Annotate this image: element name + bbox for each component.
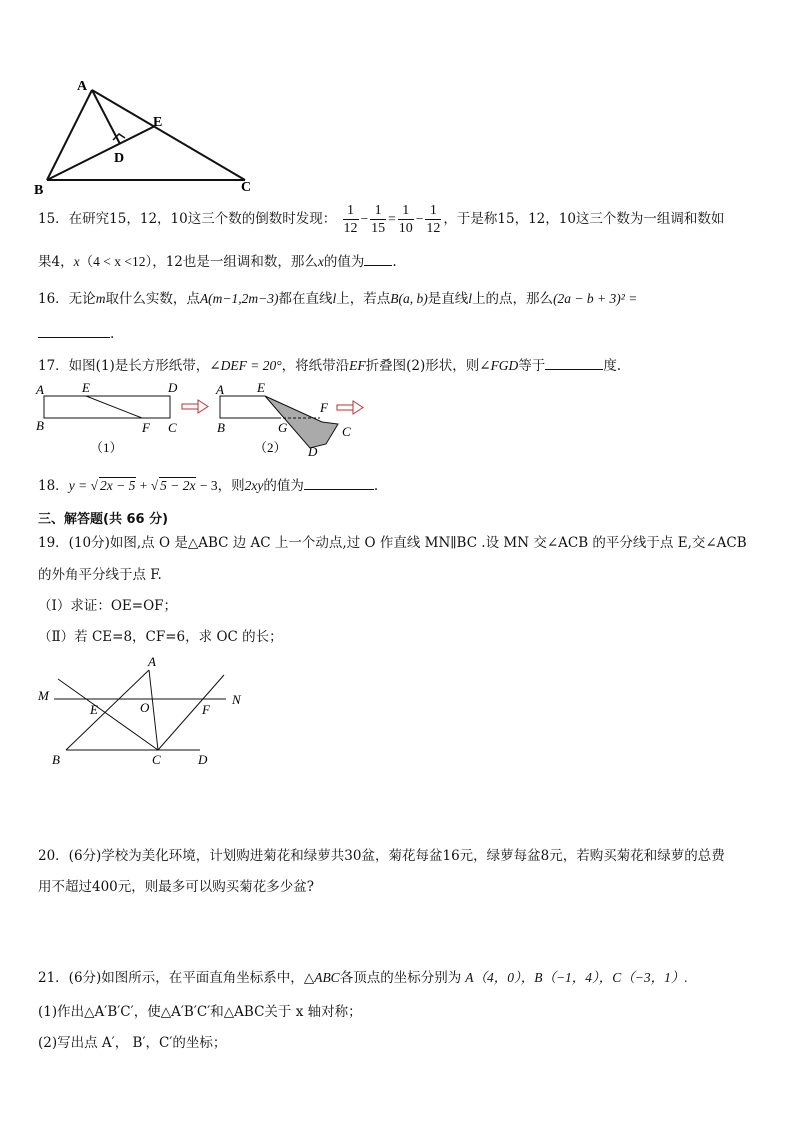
q17-end: 度. [603, 358, 622, 374]
fig2-label-g: G [278, 420, 288, 435]
frac-num: 1 [425, 202, 441, 220]
frac-num: 1 [370, 202, 386, 220]
q18-t2: 的值为 [263, 478, 304, 494]
q17-prefix: 17．如图(1)是长方形纸带， [38, 358, 210, 374]
fraction-1-15 [370, 202, 386, 237]
q16-prefix: 16．无论 [38, 291, 96, 307]
label-m: M [38, 688, 49, 703]
frac-num: 1 [343, 202, 359, 220]
q16-l: l [332, 291, 337, 306]
q17-fgd: FGD [490, 358, 519, 373]
label-f: F [202, 702, 210, 717]
label-a: A [77, 79, 88, 94]
q17-ef: EF [349, 358, 366, 373]
answer-blank-15[interactable] [364, 253, 392, 266]
label-c: C [241, 180, 252, 195]
question-20-line1: 20．(6分)学校为美化环境，计划购进菊花和绿萝共30盆，菊花每盆16元，绿萝每盆8元，若购买菊花和绿萝的总费 [38, 848, 725, 864]
q15-after: ，于是称15，12，10这三个数为一组调和数如 [443, 211, 725, 227]
q15-end: . [392, 254, 397, 270]
frac-den: 12 [426, 221, 441, 236]
q21-line1b: 各顶点的坐标分别为 [339, 970, 462, 986]
question-16-line1 [38, 287, 637, 307]
fig1-label-a: A [36, 382, 44, 397]
figure-paper-strip-fold [30, 376, 380, 460]
fig2-label-b: B [217, 420, 225, 435]
question-19-line1: 19．(10分)如图,点 O 是△ABC 边 AC 上一个动点,过 O 作直线 MN∥BC .设 MN 交∠ACB 的平分线于点 E,交∠ACB [38, 535, 747, 551]
question-18-line: 18．y = √ 2x − 5 + √ 5 − 2x − 3，则2xy的值为 . [38, 478, 379, 494]
label-a: A [148, 654, 156, 669]
q15-line2c: 的值为 [323, 254, 365, 270]
q15-prefix: 15．在研究15，12，10这三个数的倒数时发现： [38, 211, 337, 227]
arrow-right-icon [182, 400, 208, 413]
question-20-line2: 用不超过400元，则最多可以购买菊花多少盆? [38, 879, 315, 895]
label-e: E [90, 702, 98, 717]
fig1-label-d: D [168, 380, 178, 395]
fig2-label-d: D [308, 444, 318, 459]
q16-t3: 上，若点 [336, 291, 391, 307]
label-d: D [198, 752, 208, 767]
label-o: O [140, 700, 150, 715]
question-21-part2: (2)写出点 A′， B′，C′的坐标； [38, 1035, 227, 1051]
q18-end: . [373, 478, 379, 494]
fig2-caption: （2） [254, 440, 287, 455]
q18-y: y = [68, 478, 91, 493]
q15-x2: x [317, 254, 324, 269]
fig2-label-e: E [257, 380, 265, 395]
q15-line2a: 果4， [38, 254, 74, 270]
q17-angle: ∠DEF = 20° [209, 358, 282, 373]
label-d: D [114, 151, 125, 166]
fig1-label-e: E [82, 380, 90, 395]
q17-t2: 折叠图(2)形状，则∠ [365, 358, 491, 374]
answer-blank-17[interactable] [545, 357, 603, 370]
q15-x: x [73, 254, 80, 269]
section-title-3: 三、解答题(共 66 分) [38, 512, 169, 527]
question-21-line1 [38, 966, 688, 986]
frac-den: 12 [343, 221, 358, 236]
q16-end: . [110, 326, 115, 342]
q16-t2: 都在直线 [278, 291, 333, 307]
q15-condition: （4 < x <12） [79, 254, 153, 269]
fraction-1-10 [398, 202, 414, 237]
question-19-line2: 的外角平分线于点 F. [38, 567, 162, 583]
label-c: C [152, 752, 161, 767]
q21-line1a: 21．(6分)如图所示，在平面直角坐标系中， [38, 970, 304, 986]
question-19-part2: （Ⅱ）若 CE=8，CF=6，求 OC 的长； [38, 629, 283, 645]
q18-t1: ，则 [217, 478, 245, 494]
fig2-label-c: C [342, 424, 351, 439]
q16-l2: l [468, 291, 473, 306]
q16-t4: 是直线 [427, 291, 469, 307]
question-15-line2 [38, 250, 397, 270]
question-17-line [38, 354, 621, 374]
figure-triangle-abc [30, 76, 270, 198]
figure-triangle-mn-parallel [30, 652, 260, 772]
answer-blank-18[interactable] [304, 477, 374, 490]
label-e: E [153, 115, 163, 130]
fraction-1-12 [343, 202, 359, 237]
fig1-label-f: F [142, 420, 150, 435]
fig2-label-f: F [320, 400, 328, 415]
q16-t1: 取什么实数，点 [105, 291, 200, 307]
frac-den: 15 [371, 221, 386, 236]
q18-prefix: 18． [38, 478, 69, 494]
question-16-line2 [38, 325, 114, 342]
q16-m: m [95, 291, 106, 306]
q17-t3: 等于 [518, 358, 546, 374]
label-b: B [52, 752, 60, 767]
fig1-label-c: C [168, 420, 177, 435]
answer-blank-16[interactable] [38, 325, 110, 338]
fig1-label-b: B [36, 418, 44, 433]
q18-root-2: 5 − 2x [160, 478, 196, 493]
q18-xy: 2xy [244, 478, 264, 493]
q16-point-a: A(m−1,2m−3) [199, 291, 279, 306]
question-15-line1: 15．在研究15，12，10这三个数的倒数时发现： $\frac{1}{12}$ − $\frac{1}{15}$ = $\frac{1}{10}$ − $\frac{1}{12}$ ，于是称15，12，10这三个数为一组调和数如 [38, 203, 725, 236]
q17-t1: ，将纸带沿 [281, 358, 350, 374]
fig2-label-a: A [216, 382, 224, 397]
frac-num: 1 [398, 202, 414, 220]
arrow-right-icon [337, 401, 363, 414]
fraction-1-12b [425, 202, 441, 237]
q16-expression: (2a − b + 3)² = [553, 291, 638, 306]
question-19-part1: （Ⅰ）求证：OE=OF； [38, 598, 178, 614]
q16-point-b: B(a, b) [390, 291, 428, 306]
label-n: N [232, 692, 241, 707]
q21-triangle: △ABC [303, 970, 340, 985]
q15-line2b: ，12也是一组调和数，那么 [152, 254, 318, 270]
q18-plus: + [136, 478, 151, 493]
q21-coordinates: A（4，0），B（−1，4），C（−3，1）. [465, 970, 688, 985]
label-b: B [34, 183, 44, 198]
q18-root-1: 2x − 5 [99, 478, 136, 493]
q16-t5: 上的点，那么 [472, 291, 554, 307]
fig1-caption: （1） [90, 440, 123, 455]
question-21-part1: (1)作出△A′B′C′，使△A′B′C′和△ABC关于 x 轴对称； [38, 1004, 362, 1020]
q18-minus: − 3 [196, 478, 218, 493]
frac-den: 10 [398, 221, 413, 236]
